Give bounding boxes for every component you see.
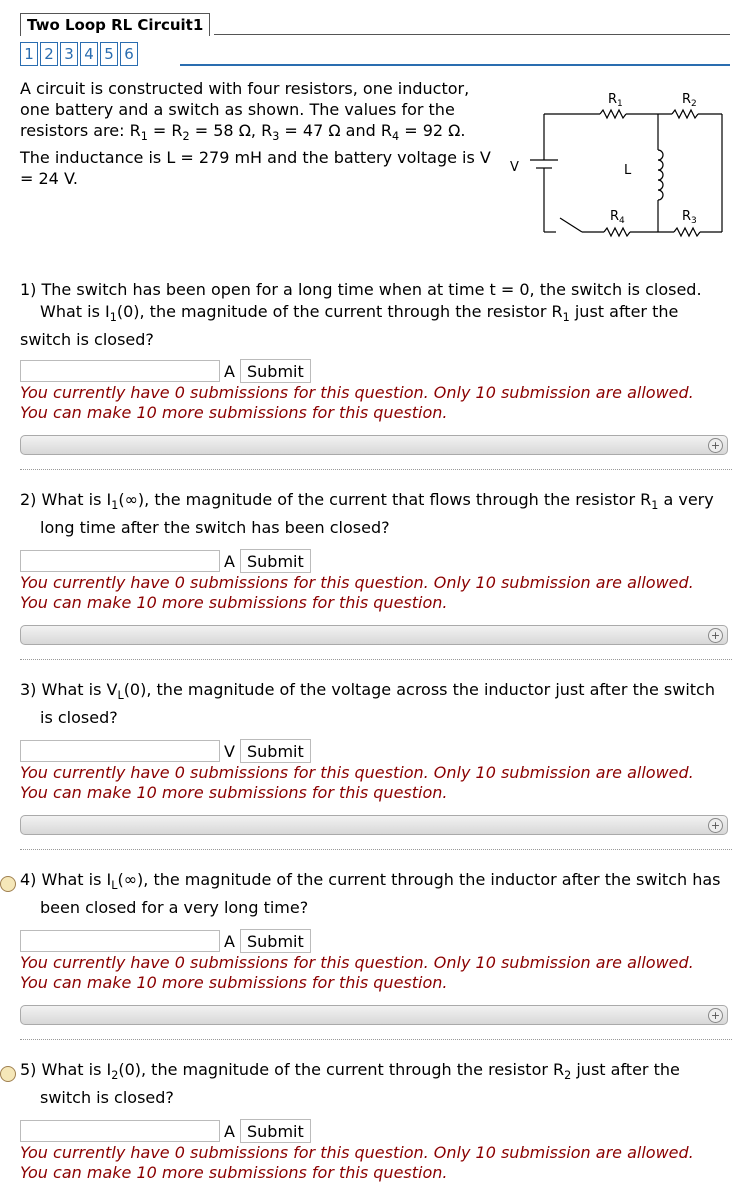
question-4: 4) What is $I_L(\infty)$, the magnitude of the current through the inductor after the switch has been closed for a very long time? xyxy=(20,870,721,918)
answer-input-2[interactable] xyxy=(20,550,220,572)
answer-row-4 xyxy=(20,928,311,954)
tab-1[interactable]: 1 xyxy=(20,42,38,66)
submission-message-5: You currently have 0 submissions for this question. Only 10 submission are allowed. You can make 10 more submissions for this question. xyxy=(20,1143,694,1182)
circuit-diagram xyxy=(500,78,730,248)
answer-input-1[interactable] xyxy=(20,360,220,382)
question-separator xyxy=(20,849,732,850)
r1-label: $R_1$ xyxy=(608,92,623,109)
tabs-underline xyxy=(180,64,730,66)
problem-statement xyxy=(20,78,498,189)
answer-input-5[interactable] xyxy=(20,1120,220,1142)
battery-label: V xyxy=(510,160,519,175)
submission-message-4: You currently have 0 submissions for this question. Only 10 submission are allowed. You can make 10 more submissions for this question. xyxy=(20,953,694,992)
intro-line-5: = 24 V. xyxy=(20,169,78,189)
expand-icon[interactable]: + xyxy=(708,1008,723,1023)
clock-icon xyxy=(0,1066,16,1082)
unit-label-5: A xyxy=(224,1121,235,1141)
unit-label-1: A xyxy=(224,361,235,381)
tab-6[interactable]: 6 xyxy=(120,42,138,66)
answer-row-1 xyxy=(20,358,311,384)
hint-bar-3[interactable] xyxy=(20,815,728,835)
tab-2[interactable]: 2 xyxy=(40,42,58,66)
answer-input-4[interactable] xyxy=(20,930,220,952)
expand-icon[interactable]: + xyxy=(708,628,723,643)
tab-3[interactable]: 3 xyxy=(60,42,78,66)
answer-input-3[interactable] xyxy=(20,740,220,762)
expand-icon[interactable]: + xyxy=(708,818,723,833)
answer-row-2 xyxy=(20,548,311,574)
question-3: 3) What is $V_L(0)$, the magnitude of the voltage across the inductor just after the switch is closed? xyxy=(20,680,715,728)
submission-message-2: You currently have 0 submissions for this question. Only 10 submission are allowed. You can make 10 more submissions for this question. xyxy=(20,573,694,612)
question-1: 1) The switch has been open for a long time when at time t = 0, the switch is closed. What is $I_1(0)$, the magnitude of the current through the resistor $R_1$ just after the switch is closed? xyxy=(20,280,702,350)
question-separator xyxy=(20,469,732,470)
r3-label: $R_3$ xyxy=(682,209,697,226)
hint-bar-1[interactable] xyxy=(20,435,728,455)
unit-label-3: V xyxy=(224,741,235,761)
unit-label-4: A xyxy=(224,931,235,951)
unit-label-2: A xyxy=(224,551,235,571)
submission-message-3: You currently have 0 submissions for this question. Only 10 submission are allowed. You can make 10 more submissions for this question. xyxy=(20,763,694,802)
question-separator xyxy=(20,659,732,660)
hint-bar-2[interactable] xyxy=(20,625,728,645)
answer-row-5 xyxy=(20,1118,311,1144)
intro-line-1: A circuit is constructed with four resistors, one inductor, xyxy=(20,79,470,98)
question-5: 5) What is $I_2(0)$, the magnitude of the current through the resistor $R_2$ just after the switch is closed? xyxy=(20,1060,680,1108)
submit-button-4[interactable]: Submit xyxy=(240,929,311,953)
answer-row-3 xyxy=(20,738,311,764)
submit-button-3[interactable]: Submit xyxy=(240,739,311,763)
question-separator xyxy=(20,1039,732,1040)
expand-icon[interactable]: + xyxy=(708,438,723,453)
submit-button-2[interactable]: Submit xyxy=(240,549,311,573)
r2-label: $R_2$ xyxy=(682,92,697,109)
assignment-title: Two Loop RL Circuit1 xyxy=(20,13,210,36)
r4-label: $R_4$ xyxy=(610,209,625,226)
intro-line-3: resistors are: $R_1 = R_2 = 58$ Ω, $R_3 = 47$ Ω and $R_4 = 92$ Ω. xyxy=(20,121,466,144)
question-tabs xyxy=(20,42,140,66)
inductor-label: L xyxy=(624,163,632,178)
hint-bar-4[interactable] xyxy=(20,1005,728,1025)
clock-icon xyxy=(0,876,16,892)
submit-button-5[interactable]: Submit xyxy=(240,1119,311,1143)
submit-button-1[interactable]: Submit xyxy=(240,359,311,383)
tab-5[interactable]: 5 xyxy=(100,42,118,66)
intro-line-4: The inductance is L = 279 mH and the battery voltage is V xyxy=(20,148,491,168)
title-underline xyxy=(214,34,730,35)
submission-message-1: You currently have 0 submissions for this question. Only 10 submission are allowed. You can make 10 more submissions for this question. xyxy=(20,383,694,422)
tab-4[interactable]: 4 xyxy=(80,42,98,66)
question-2: 2) What is $I_1(\infty)$, the magnitude of the current that flows through the resistor $R_1$ a very long time after the switch has been closed? xyxy=(20,490,714,538)
intro-line-2: one battery and a switch as shown. The values for the xyxy=(20,100,455,119)
